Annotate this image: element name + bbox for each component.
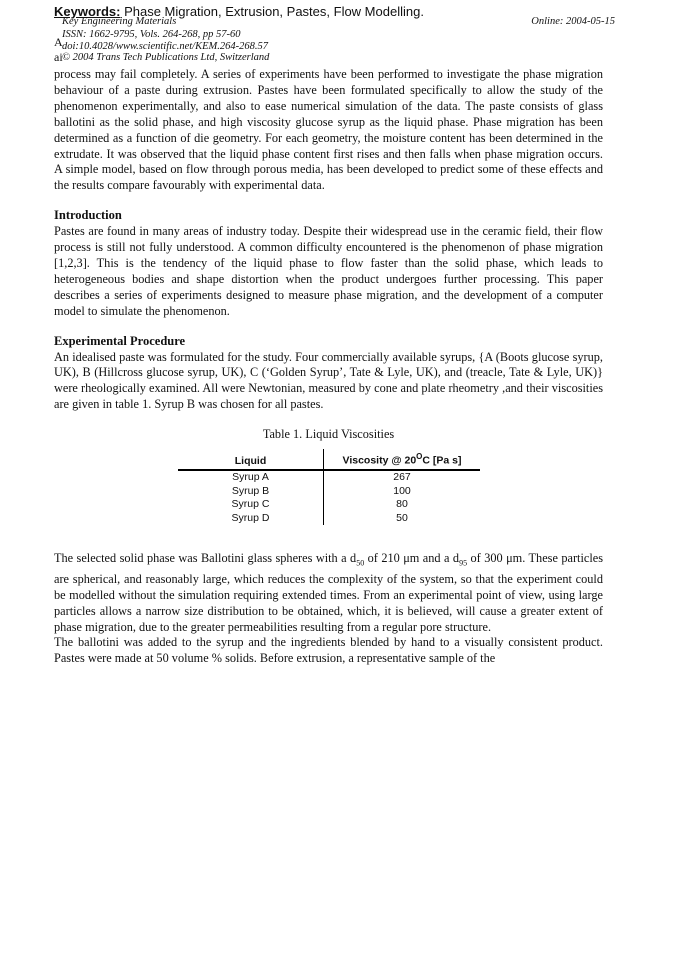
abstract-paragraph: process may fail completely. A series of experiments have been performed to investigate the phase migration behaviour of a paste during extrusion. Pastes have been formulated specifically to allow the study of the phenomenon experimentally, and also to ease numerical simulation of the data. The paste consists of glass ballotini as the solid phase, and high viscosity glucose syrup as the liquid phase. Phase migration has been determined as a function of die geometry. For each geometry, the moisture content has been determined in the extrudate. It was observed that the liquid phase content first rises and then falls when phase migration occurs. A simple model, based on flow through porous media, has been developed to predict some of these effects and the results compare favourably with experimental data. — [54, 67, 603, 193]
body-text — [54, 67, 603, 667]
cell-liquid: Syrup B — [178, 485, 324, 499]
copyright-line: © 2004 Trans Tech Publications Ltd, Switzerland — [62, 52, 270, 63]
issn-line: ISSN: 1662-9795, Vols. 264-268, pp 57-60 — [62, 29, 241, 40]
intro-paragraph: Pastes are found in many areas of industry today. Despite their widespread use in the ceramic field, their flow process is still not fully understood. A common difficulty encountered is the phenomenon of phase migration [1,2,3]. This is the tendency of the liquid phase to flow faster than the solid phase, which leads to heterogeneous bodies and shape distortion when the product undergoes further processing. This paper describes a series of experiments designed to measure phase migration, and the development of a computer model to simulate the phenomenon. — [54, 224, 603, 318]
cell-viscosity: 267 — [393, 471, 411, 484]
experimental-heading: Experimental Procedure — [54, 333, 186, 348]
cell-viscosity: 100 — [393, 484, 411, 497]
viscosity-table — [178, 449, 480, 525]
keywords-label: Keywords: — [54, 4, 121, 19]
intro-heading: Introduction — [54, 208, 122, 223]
blending-paragraph: The ballotini was added to the syrup and the ingredients blended by hand to a visually consistent product. Pastes were made at 50 volume % solids. Before extrusion, a representative sample of the — [54, 635, 603, 666]
cell-liquid: Syrup D — [178, 512, 324, 526]
page-header — [0, 0, 678, 66]
cell-liquid: Syrup A — [178, 470, 324, 485]
table-header-viscosity: Viscosity @ $20^OC$ [Pa s] — [324, 449, 481, 470]
doi-link[interactable]: doi:10.4028/www.scientific.net/KEM.264-268.57 — [62, 41, 268, 52]
stray-letter-a: A — [54, 35, 63, 49]
cell-viscosity: 80 — [396, 498, 408, 511]
table-header-liquid: Liquid — [178, 449, 324, 470]
table-caption: Table 1. Liquid Viscosities — [262, 427, 395, 442]
table-row — [178, 498, 480, 512]
table-row — [178, 512, 480, 526]
cell-liquid: Syrup C — [178, 498, 324, 512]
online-date: Online: 2004-05-15 — [531, 16, 615, 27]
stray-letters-ai: ai — [54, 50, 63, 64]
table-row — [178, 485, 480, 499]
materials-paragraph: The selected solid phase was Ballotini glass spheres with a $d_{50}$ of 210 μm and a $d_{95}$ of 300 μm. These particles are spherical, and reasonably large, which reduces the complexity of the system, so that the experiment could be modelled without the simulation requiring extended times. From an experimental point of view, using large particles allows a narrow size distribution to be obtained, which, it is believed, will cause a greater extent of phase migration, due to the greater permeabilities resulting from a regular pore structure. — [54, 551, 603, 634]
journal-name: Key Engineering Materials — [62, 16, 177, 27]
table-row — [178, 470, 480, 485]
cell-viscosity: 50 — [396, 511, 408, 524]
experimental-paragraph: An idealised paste was formulated for the study. Four commercially available syrups, {A (Boots glucose syrup, UK), B (Hillcross glucose syrup, UK), C (‘Golden Syrup’, Tate & Lyle, UK), and (treacle, Tate & Lyle, UK)} were rheologically examined. All were Newtonian, measured by cone and plate rheometry ,and their viscosities are given in table 1. Syrup B was chosen for all pastes. — [54, 349, 603, 412]
keywords-text: Phase Migration, Extrusion, Pastes, Flow Modelling. — [120, 4, 424, 19]
